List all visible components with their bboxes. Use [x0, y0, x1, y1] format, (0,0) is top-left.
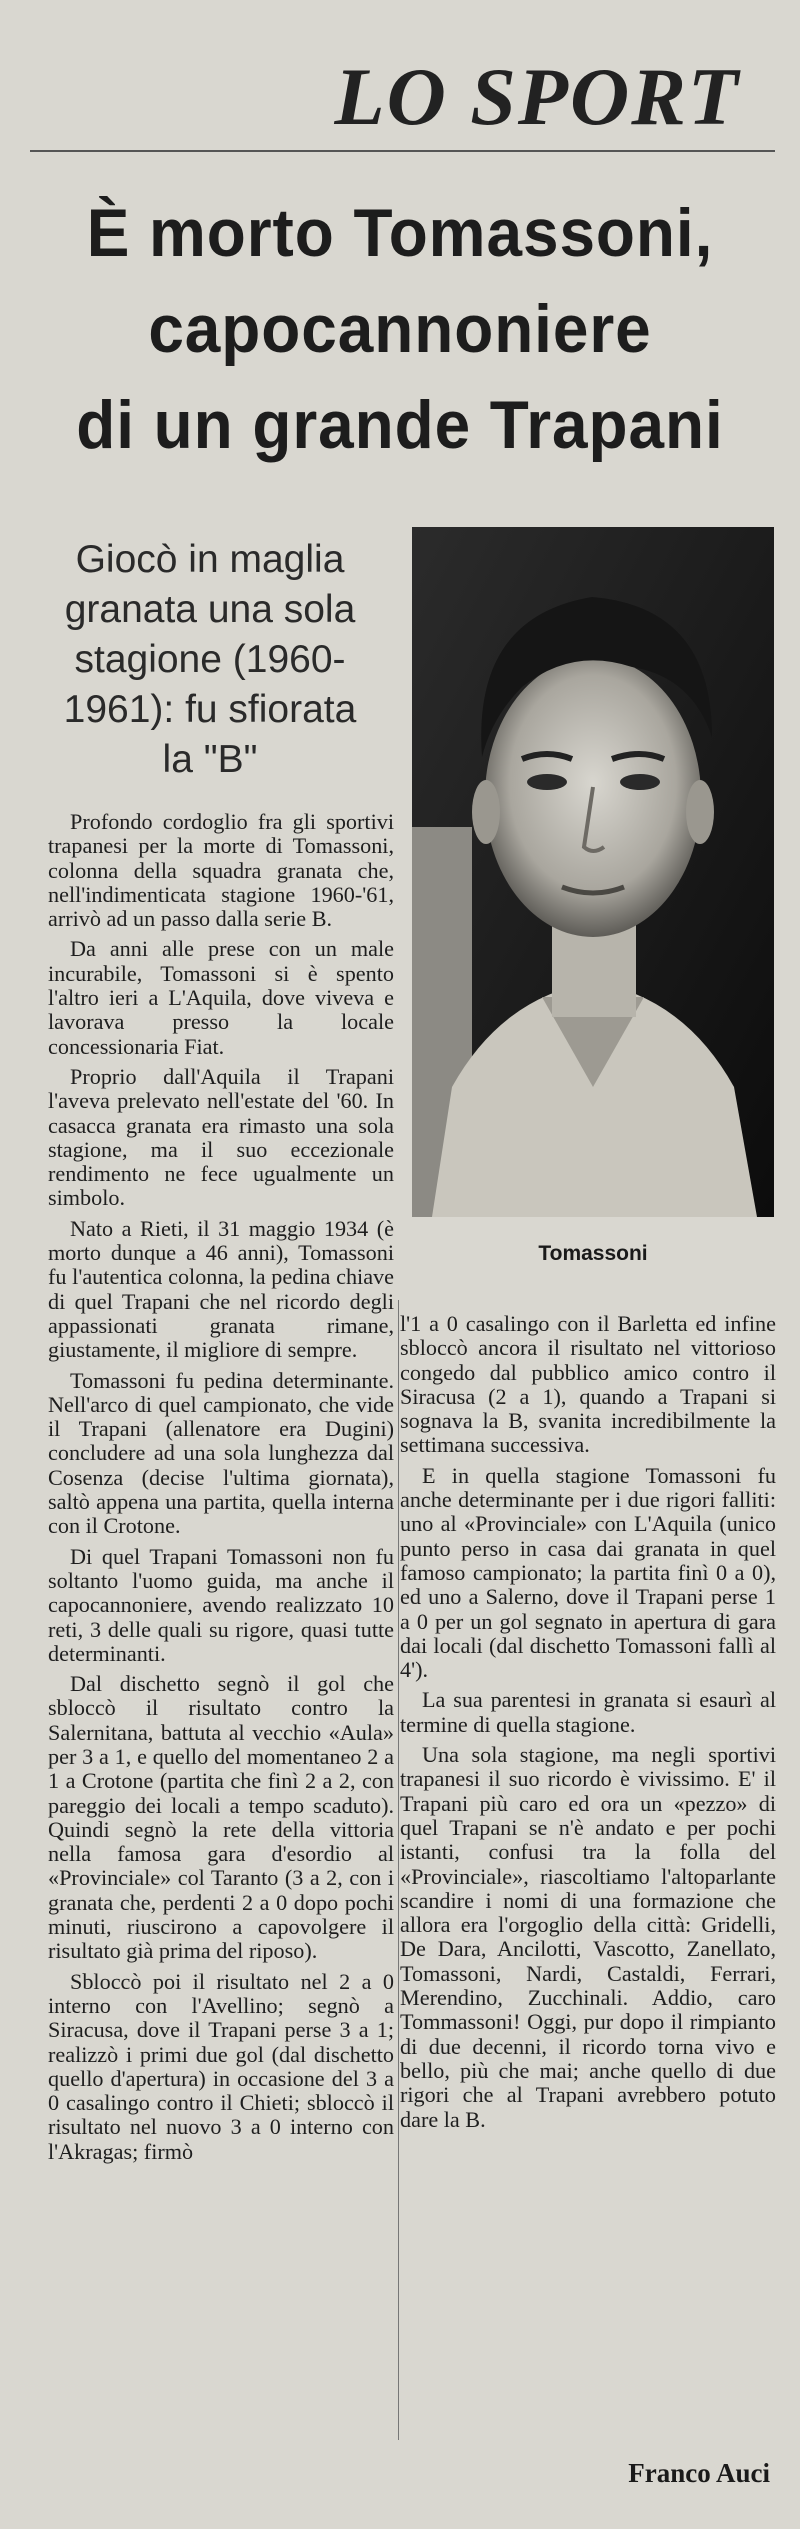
paragraph: Dal dischetto segnò il gol che sbloccò il risultato contro la Salernitana, battuta al vecchio «Aula» per 3 a 1, e quello del momentaneo 2 a 1 a Crotone (partita che finì 2 a 2, con pareggio dei locali a tempo scaduto). Quindi segnò la rete della vittoria nella famosa gara d'esordio al «Provinciale» col Taranto (3 a 2, con i granata che, perdenti 2 a 0 dopo pochi minuti, riuscirono a capovolgere il risultato già prima del riposo).	[48, 1671, 394, 1964]
article-column-2	[400, 1312, 776, 2138]
header-rule	[30, 150, 775, 152]
article-column-1	[48, 810, 394, 2170]
paragraph: Da anni alle prese con un male incurabile, Tomassoni si è spento l'altro ieri a L'Aquila, dove viveva e lavorava presso la locale concessionaria Fiat.	[48, 936, 394, 1059]
portrait-photo	[412, 527, 774, 1217]
paragraph: Nato a Rieti, il 31 maggio 1934 (è morto dunque a 46 anni), Tomassoni fu l'autentica colonna, la pedina chiave di quel Trapani che nel ricordo degli appassionati granata rimane, giustamente, il migliore di sempre.	[48, 1215, 394, 1363]
paragraph: La sua parentesi in granata si esaurì al termine di quella stagione.	[400, 1687, 776, 1737]
portrait-illustration	[412, 527, 774, 1217]
paragraph: Tomassoni fu pedina determinante. Nell'arco di quel campionato, che vide il Trapani (allenatore era Dugini) concludere ad una sola lunghezza dal Cosenza (decise l'ultima giornata), saltò appena una partita, quella interna con il Crotone.	[48, 1367, 394, 1539]
section-title: LO SPORT	[334, 51, 740, 142]
headline	[52, 185, 748, 473]
paragraph: Di quel Trapani Tomassoni non fu soltanto l'uomo guida, ma anche il capocannoniere, avendo realizzato 10 reti, 3 delle quali su rigore, quasi tutte determinanti.	[48, 1543, 394, 1666]
headline-line-1: È morto Tomassoni,	[86, 195, 714, 271]
column-divider	[398, 1300, 399, 2440]
subheadline: Giocò in maglia granata una sola stagione (1960-1961): fu sfiorata la "B"	[63, 538, 357, 781]
paragraph: Sbloccò poi il risultato nel 2 a 0 interno con l'Avellino; segnò a Siracusa, dove il Trapani perse 3 a 1; realizzò i primi due gol (dal dischetto quello d'apertura) in occasione del 3 a 0 casalingo contro il Chieti; sbloccò il risultato nel nuovo 3 a 0 interno con l'Akragas; firmò	[48, 1968, 394, 2164]
paragraph: Profondo cordoglio fra gli sportivi trapanesi per la morte di Tomassoni, colonna della squadra granata che, nell'indimenticata stagione 1960-'61, arrivò ad un passo dalla serie B.	[48, 809, 394, 932]
headline-line-2: capocannoniere	[148, 291, 652, 367]
byline: Franco Auci	[628, 2458, 770, 2488]
paragraph: l'1 a 0 casalingo con il Barletta ed infine sbloccò ancora il risultato nel vittorioso congedo dal pubblico amico contro il Siracusa (2 a 1), quando a Trapani si sognava la B, svanita incredibilmente la settimana successiva.	[400, 1311, 776, 1458]
paragraph: E in quella stagione Tomassoni fu anche determinante per i due rigori falliti: uno al «Provinciale» con L'Aquila (unico punto perso in casa dai granata in quel famoso campionato; la partita finì 0 a 0), ed uno a Salerno, dove il Trapani perse 1 a 0 per un gol segnato in apertura di gara dai locali (dal dischetto Tomassoni fallì al 4').	[400, 1462, 776, 1683]
headline-line-3: di un grande Trapani	[76, 387, 724, 463]
paragraph: Proprio dall'Aquila il Trapani l'aveva prelevato nell'estate del '60. In casacca granata era rimasto una sola stagione, ma il suo eccezionale rendimento ne fece ugualmente un simbolo.	[48, 1063, 394, 1211]
photo-caption: Tomassoni	[538, 1242, 648, 1265]
paragraph: Una sola stagione, ma negli sportivi trapanesi il suo ricordo è vivissimo. E' il Trapani più caro ed ora un «pezzo» di quel Trapani se n'è andato e per pochi istanti, confusi tra la folla del «Provinciale», riascoltiamo l'altoparlante scandire i nomi di una formazione che allora era l'orgoglio della città: Gridelli, De Dara, Ancilotti, Vascotto, Zanellato, Tomassoni, Nardi, Castaldi, Ferrari, Merendino, Zucchinali. Addio, caro Tommassoni! Oggi, pur dopo il rimpianto di due decenni, il ricordo torna vivo e bello, più che mai; anche quello di due rigori che al Trapani avrebbero potuto dare la B.	[400, 1742, 776, 2132]
